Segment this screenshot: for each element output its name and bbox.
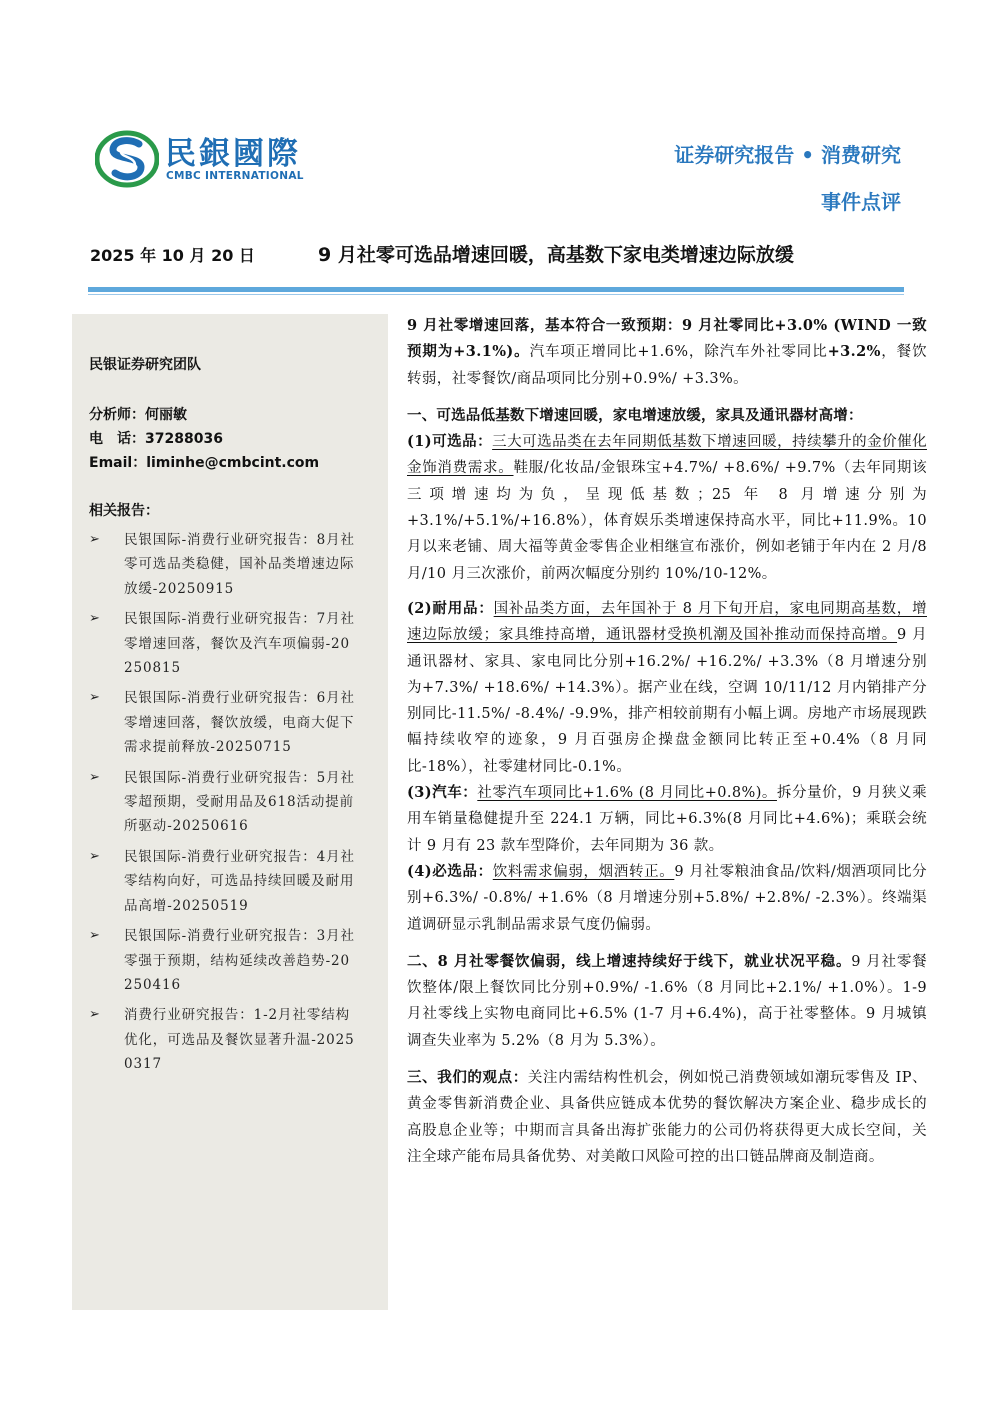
paragraph-optional-goods: (1)可选品：三大可选品类在去年同期低基数下增速回暖，持续攀升的金价催化金饰消费需求。鞋服/化妆品/金银珠宝+4.7%/ +8.6%/ +9.7%（去年同期该三项增速均为负，呈现低基数；25 年 8 月增速分别为+3.1%/+5.1%/+16.8%），体育娱乐类增速保持高水平，同比+11.9%。10 月以来老铺、周大福等黄金零售企业相继宣布涨价，例如老铺于年内在 2 月/8 月/10 月三次涨价，前两次幅度分别约 10%/10-12%。 [407, 433, 927, 582]
header-divider-thin [88, 294, 904, 295]
header-divider [88, 287, 904, 292]
arrow-bullet-icon: ➢ [89, 769, 100, 785]
arrow-bullet-icon: ➢ [89, 690, 100, 706]
section-heading-1: 一、可选品低基数下增速回暖，家电增速放缓，家具及通讯器材高增： [407, 406, 863, 424]
arrow-bullet-icon: ➢ [89, 928, 100, 944]
company-logo [95, 130, 340, 188]
report-title: 9 月社零可选品增速回暖，高基数下家电类增速边际放缓 [318, 244, 794, 266]
section-3-paragraph: 三、我们的观点：关注内需结构性机会，例如悦己消费领域如潮玩零售及 IP、黄金零售新消费企业、具备供应链成本优势的餐饮解决方案企业、稳步成长的高股息企业等；中期而言具备出海扩张能力的公司仍将获得更大成长空间，关注全球产能布局具备优势、对美敞口风险可控的出口链品牌商及制造商。 [407, 1069, 928, 1165]
section-heading-2: 二、8 月社零餐饮偏弱，线上增速持续好于线下，就业状况平稳。 [407, 952, 852, 970]
related-reports-heading: 相关报告： [89, 503, 159, 519]
arrow-bullet-icon: ➢ [89, 532, 100, 547]
related-report-item[interactable]: ➢ 民银国际-消费行业研究报告：5月社零超预期，受耐用品及618活动提前所驱动-20250616 [89, 766, 379, 839]
related-report-item[interactable]: ➢ 民银国际-消费行业研究报告：3月社零强于预期，结构延续改善趋势-20250416 [89, 924, 379, 997]
paragraph-automobile: (3)汽车：社零汽车项同比+1.6% (8 月同比+0.8%)。拆分量价，9 月狭义乘用车销量稳健提升至 224.1 万辆，同比+6.3%(8 月同比+4.6%)；乘联会统计 9 月有 23 款车型降价，去年同期为 36 款。 [407, 784, 927, 854]
arrow-bullet-icon: ➢ [89, 848, 100, 864]
document-subtype: 事件点评 [821, 190, 901, 214]
research-team: 民银证券研究团队 [89, 357, 201, 373]
document-type: 证券研究报告 • 消费研究 [674, 143, 901, 167]
arrow-bullet-icon: ➢ [89, 611, 100, 627]
related-reports-list [89, 528, 379, 1083]
main-content [407, 313, 927, 1181]
logo-chinese-text: 民銀國際 [165, 136, 301, 172]
related-report-item[interactable]: ➢ 消费行业研究报告：1-2月社零结构优化，可选品及餐饮显著升温-20250317 [89, 1003, 379, 1076]
analyst-name: 分析师：何丽敏 [89, 407, 187, 423]
section-heading-3: 三、我们的观点： [407, 1069, 528, 1087]
related-report-item[interactable]: ➢ 民银国际-消费行业研究报告：8月社零可选品类稳健，国补品类增速边际放缓-20250915 [89, 528, 379, 601]
paragraph-essentials: (4)必选品：饮料需求偏弱，烟酒转正。9 月社零粮油食品/饮料/烟酒项同比分别+6.3%/ -0.8%/ +1.6%（8 月增速分别+5.8%/ +2.8%/ -2.3%）。终端渠道调研显示乳制品需求景气度仍偏弱。 [407, 862, 927, 933]
section-2-paragraph: 二、8 月社零餐饮偏弱，线上增速持续好于线下，就业状况平稳。9 月社零餐饮整体/限上餐饮同比分别+0.9%/ -1.6%（8 月同比+2.1%/ +1.0%）。1-9 月社零线上实物电商同比+6.5% (1-7 月+6.4%)，高于社零整体。9 月城镇调查失业率为 5.2%（8 月为 5.3%）。 [407, 952, 927, 1049]
analyst-email: Email：liminhe@cmbcint.com [89, 455, 320, 471]
related-report-item[interactable]: ➢ 民银国际-消费行业研究报告：4月社零结构向好，可选品持续回暖及耐用品高增-20250519 [89, 845, 379, 918]
paragraph-durable-goods: (2)耐用品：国补品类方面，去年国补于 8 月下旬开启，家电同期高基数，增速边际放缓；家具维持高增，通讯器材受换机潮及国补推动而保持高增。9 月通讯器材、家具、家电同比分别+16.2%/ +16.2%/ +3.3%（8 月增速分别为+7.3%/ +18.6%/ +14.3%）。据产业在线，空调 10/11/12 月内销排产分别同比-11.5%/ -8.4%/ -9.9%，排产相较前期有小幅上调。房地产市场展现跌幅持续收窄的迹象，9 月百强房企操盘金额同比转正至+0.4%（8 月同比-18%），社零建材同比-0.1%。 [407, 599, 927, 775]
report-date: 2025 年 10 月 20 日 [90, 246, 255, 265]
analyst-phone: 电 话：37288036 [89, 431, 223, 447]
related-report-item[interactable]: ➢ 民银国际-消费行业研究报告：7月社零增速回落，餐饮及汽车项偏弱-20250815 [89, 607, 379, 680]
cmbc-logo-icon [95, 130, 159, 188]
sidebar [72, 314, 388, 1310]
intro-paragraph: 9 月社零增速回落，基本符合一致预期：9 月社零同比+3.0% (WIND 一致预期为+3.1%)。汽车项正增同比+1.6%，除汽车外社零同比+3.2%，餐饮转弱，社零餐饮/商品项同比分别+0.9%/ +3.3%。 [407, 317, 927, 387]
logo-english-text: CMBC INTERNATIONAL [166, 170, 304, 182]
related-report-item[interactable]: ➢ 民银国际-消费行业研究报告：6月社零增速回落，餐饮放缓，电商大促下需求提前释放-20250715 [89, 686, 379, 759]
arrow-bullet-icon: ➢ [89, 1007, 100, 1023]
